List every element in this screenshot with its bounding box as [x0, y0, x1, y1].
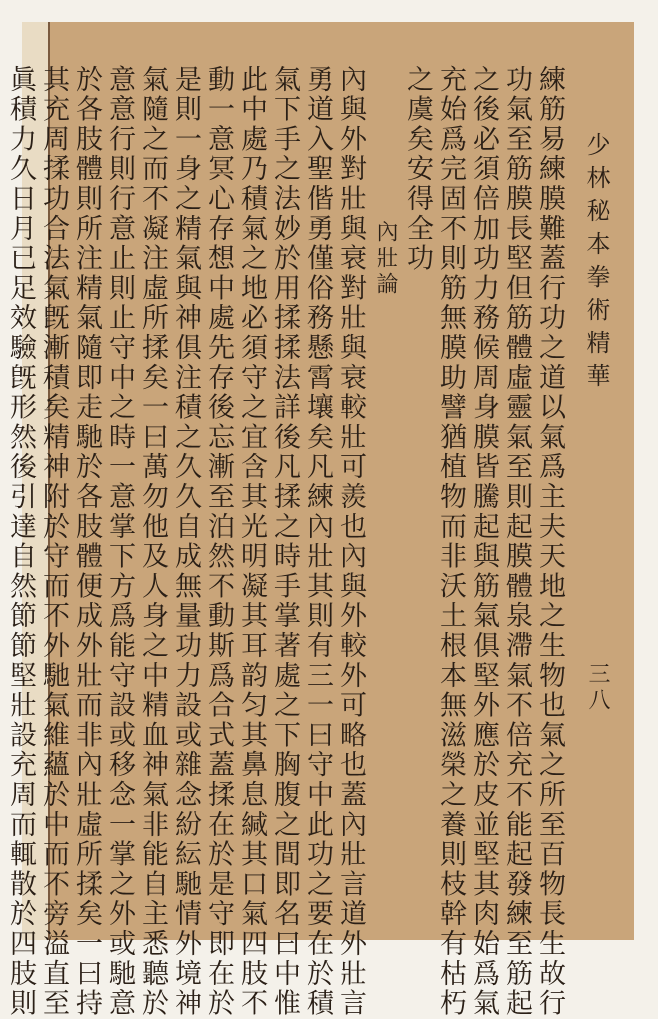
text-column: 於各肢體則所注精氣隨即走馳於各肢體便成外壯而非內壯虛所揉矣一曰持 — [71, 65, 102, 1019]
text-column: 功氣至筋膜長堅但筋體虛靈氣至則起膜體泉滯氣不倍充不能起發練至筋起 — [501, 65, 532, 1019]
page-number: 三八 — [585, 662, 610, 714]
text-column: 練筋易練膜難蓋行功之道以氣爲主夫天地之生物也氣之所至百物長生故行 — [534, 65, 565, 1019]
text-column: 之虞矣安得全功 — [402, 65, 433, 274]
text-column: 意意行則行意止則止守中之時一意掌下方爲能守設或移念一掌之外或馳意 — [104, 65, 135, 1019]
text-column: 是則一身之精氣與神俱注積之久久自成無量功力設或雜念紛紜馳情外境神 — [170, 65, 201, 1019]
text-column: 氣下手之法妙於用揉揉法詳後凡揉之時手掌著處之下胸腹之間即名曰中惟 — [269, 65, 300, 1019]
text-column: 此中處乃積氣之地必須守之宜含其光明凝其耳韵匀其鼻息緘其口氣四肢不 — [236, 65, 267, 1019]
section-title: 內壯論 — [373, 220, 398, 298]
text-column: 內與外對壯與衰對壯與衰較壯可羨也內與外較外可略也蓋內壯言道外壯言 — [335, 65, 366, 1019]
text-column: 動一意冥心存想中處先存後忘漸至泊然不動斯爲合式蓋揉在於是守即在於 — [203, 65, 234, 1019]
text-column: 氣隨之而不凝注虛所揉矣一曰萬勿他及人身之中精血神氣非能自主悉聽於 — [137, 65, 168, 1019]
text-column: 眞積力久日月已足效驗旣形然後引達自然節節堅壯設充周而輒散於四肢則 — [5, 65, 36, 1019]
book-page — [5, 22, 634, 1019]
text-column: 之後必須倍加功力務候周身膜皆騰起與筋氣俱堅外應於皮並堅其肉始爲氣 — [468, 65, 499, 1019]
book-title: 少林秘本拳術精華 — [582, 132, 610, 396]
text-column: 勇道入聖偕勇僅俗務懸霄壤矣凡練內壯其則有三一曰守中此功之要在於積 — [302, 65, 333, 1019]
text-column: 其充周揉功合法氣旣漸積矣精神附於守而不外馳氣維蘊於中而不旁溢直至 — [38, 65, 69, 1019]
text-column: 充始爲完固不則筋無膜助譬猶植物而非沃土根本無滋榮之養則枝幹有枯朽 — [435, 65, 466, 1019]
